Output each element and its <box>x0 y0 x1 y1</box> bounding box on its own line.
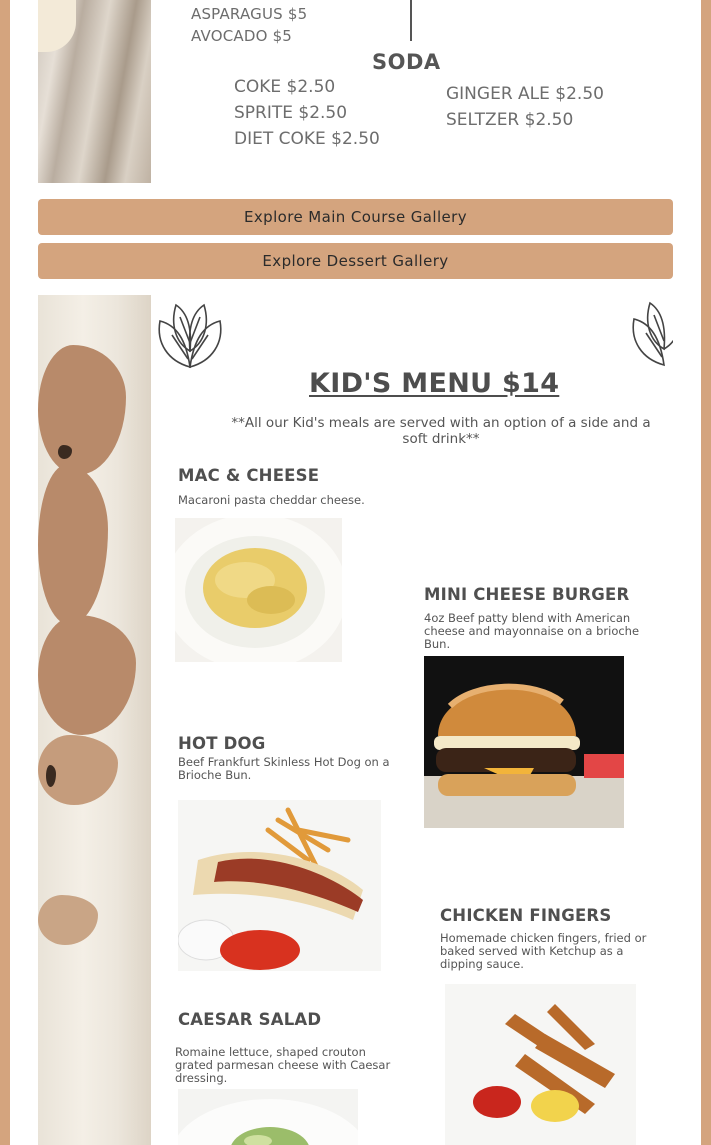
side-item-asparagus: ASPARAGUS $5 <box>191 5 308 23</box>
menu-item-name: HOT DOG <box>178 734 266 753</box>
explore-dessert-button[interactable]: Explore Dessert Gallery <box>38 243 673 279</box>
menu-item-name: MAC & CHEESE <box>178 466 320 485</box>
explore-main-course-button[interactable]: Explore Main Course Gallery <box>38 199 673 235</box>
hot-dog-photo <box>178 800 381 971</box>
soda-list-left <box>234 74 380 152</box>
menu-item-name: MINI CHEESE BURGER <box>424 585 630 604</box>
menu-item-description: Beef Frankfurt Skinless Hot Dog on a Brioche Bun. <box>178 755 390 782</box>
drinks-menu-image <box>38 0 673 183</box>
cheeseburger-photo <box>424 656 624 828</box>
soda-item: COKE $2.50 <box>234 77 336 97</box>
soda-item: GINGER ALE $2.50 <box>446 84 604 104</box>
menu-item-description: 4oz Beef patty blend with American cheese and mayonnaise on a brioche Bun. <box>424 611 640 651</box>
menu-item-description: Homemade chicken fingers, fried or baked served with Ketchup as a dipping sauce. <box>440 931 647 971</box>
soda-list-right <box>446 81 604 133</box>
kids-menu-image <box>38 295 673 1145</box>
menu-item-name: CHICKEN FINGERS <box>440 906 612 925</box>
menu-item-name: CAESAR SALAD <box>178 1010 322 1029</box>
birch-bark-strip <box>38 295 151 1145</box>
kids-menu-note: **All our Kid's meals are served with an option of a side and a soft drink** <box>231 415 651 447</box>
column-divider <box>410 0 412 41</box>
caesar-salad-photo <box>178 1089 358 1145</box>
menu-item-description: Romaine lettuce, shaped crouton grated parmesan cheese with Caesar dressing. <box>175 1045 391 1085</box>
menu-item-description: Macaroni pasta cheddar cheese. <box>178 493 365 507</box>
side-item-avocado: AVOCADO $5 <box>191 27 293 45</box>
soda-item: DIET COKE $2.50 <box>234 129 380 149</box>
hop-cone-icon <box>624 295 673 367</box>
mac-cheese-photo <box>175 518 342 662</box>
soda-heading: SODA <box>372 50 441 74</box>
soda-item: SELTZER $2.50 <box>446 110 574 130</box>
soda-item: SPRITE $2.50 <box>234 103 348 123</box>
chicken-fingers-photo <box>445 984 636 1145</box>
wood-texture-strip <box>38 0 151 183</box>
kids-menu-title: KID'S MENU $14 <box>309 368 560 399</box>
hop-cone-icon <box>150 295 230 369</box>
